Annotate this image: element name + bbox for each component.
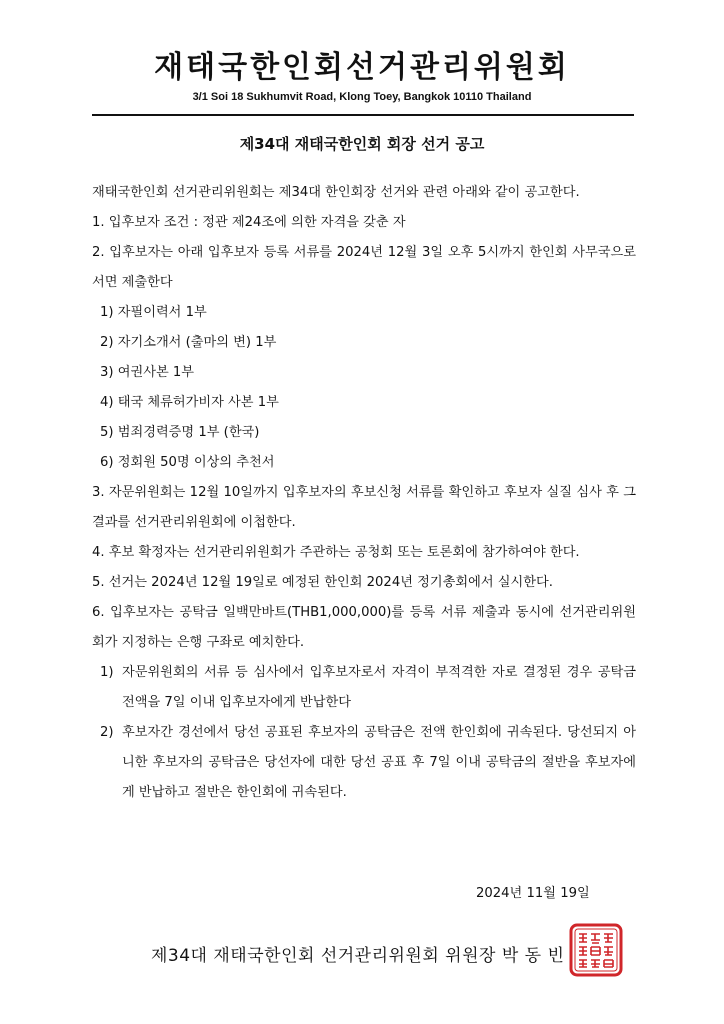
notice-title: 제34대 재태국한인회 회장 선거 공고 [239, 135, 485, 153]
item-6-sub-text: 자문위원회의 서류 등 심사에서 입후보자로서 자격이 부적격한 자로 결정된 경우 공탁금 전액을 7일 이내 입후보자에게 반납한다 [122, 665, 636, 710]
organization-name: 재태국한인회선거관리위원회 [154, 50, 570, 85]
signature-line: 제34대 재태국한인회 선거관리위원회 위원장 박 동 빈 [151, 946, 565, 966]
item-4: 4. 후보 확정자는 선거관리위원회가 주관하는 공청회 또는 토론회에 참가하여야 한다. [92, 545, 580, 560]
official-seal-icon [568, 922, 624, 978]
notice-date: 2024년 11월 19일 [476, 886, 590, 901]
intro-paragraph: 재태국한인회 선거관리위원회는 제34대 한인회장 선거와 관련 아래와 같이 공고한다. [92, 185, 580, 200]
item-2: 2. 입후보자는 아래 입후보자 등록 서류를 2024년 12월 3일 오후 5시까지 한인회 사무국으로 서면 제출한다 [92, 245, 636, 290]
item-6-sub-number: 2) [100, 725, 114, 740]
notice-body [92, 178, 636, 808]
item-5: 5. 선거는 2024년 12월 19일로 예정된 한인회 2024년 정기총회에서 실시한다. [92, 575, 553, 590]
item-2-doc: 4) 태국 체류허가비자 사본 1부 [100, 395, 279, 410]
item-2-doc: 6) 정회원 50명 이상의 추천서 [100, 455, 275, 470]
item-2-doc: 5) 범죄경력증명 1부 (한국) [100, 425, 260, 440]
item-2-doc: 3) 여권사본 1부 [100, 365, 195, 380]
item-6: 6. 입후보자는 공탁금 일백만바트(THB1,000,000)를 등록 서류 제출과 동시에 선거관리위원회가 지정하는 은행 구좌로 예치한다. [92, 605, 636, 650]
item-6-sub [92, 658, 636, 718]
header-divider [92, 114, 634, 116]
item-6-sub-number: 1) [100, 665, 114, 680]
item-2-doc: 2) 자기소개서 (출마의 변) 1부 [100, 335, 277, 350]
item-1: 1. 입후보자 조건 : 정관 제24조에 의한 자격을 갖춘 자 [92, 215, 406, 230]
item-6-sub [92, 718, 636, 808]
item-6-sub-text: 후보자간 경선에서 당선 공표된 후보자의 공탁금은 전액 한인회에 귀속된다. 당선되지 아니한 후보자의 공탁금은 당선자에 대한 당선 공표 후 7일 이내 공탁금의 절반을 후보자에게 반납하고 절반은 한인회에 귀속된다. [122, 725, 636, 800]
item-3: 3. 자문위원회는 12월 10일까지 입후보자의 후보신청 서류를 확인하고 후보자 실질 심사 후 그 결과를 선거관리위원회에 이첩한다. [92, 485, 636, 530]
item-2-doc: 1) 자필이력서 1부 [100, 305, 207, 320]
organization-address: 3/1 Soi 18 Sukhumvit Road, Klong Toey, Bangkok 10110 Thailand [192, 91, 532, 103]
